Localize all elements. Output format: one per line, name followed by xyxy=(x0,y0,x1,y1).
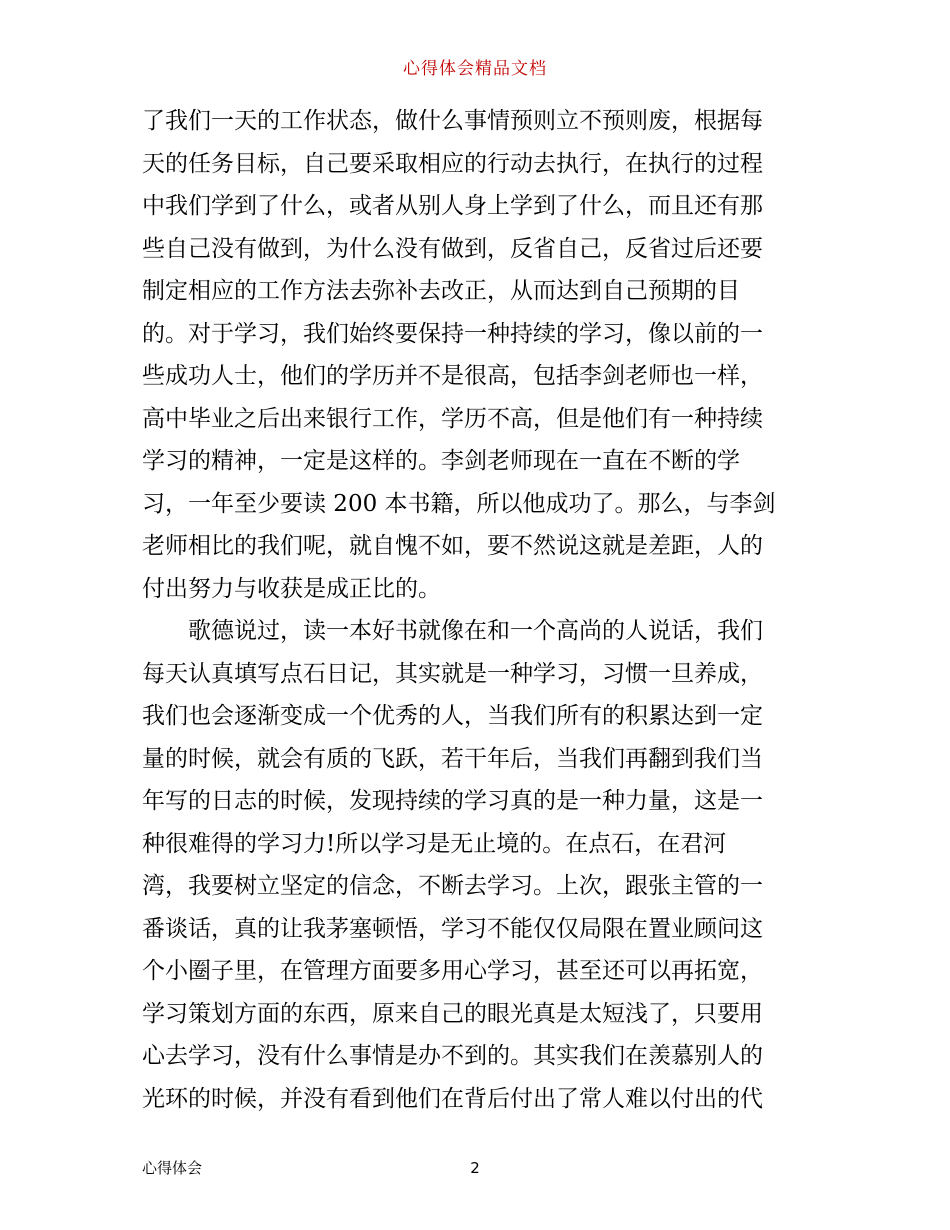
text-line: 湾，我要树立坚定的信念，不断去学习。上次，跟张主管的一 xyxy=(142,873,763,899)
text-line: 些自己没有做到，为什么没有做到，反省自己，反省过后还要 xyxy=(142,235,763,262)
text-line: 的。对于学习，我们始终要保持一种持续的学习，像以前的一 xyxy=(142,320,763,347)
text-line: 老师相比的我们呢，就自愧不如，要不然说这就是差距，人的 xyxy=(142,533,763,559)
text-line: 每天认真填写点石日记，其实就是一种学习，习惯一旦养成， xyxy=(142,660,763,687)
text-line: 付出努力与收获是成正比的。 xyxy=(142,575,441,602)
text-line: 了我们一天的工作状态，做什么事情预则立不预则废，根据每 xyxy=(142,108,763,134)
text-line: 光环的时候，并没有看到他们在背后付出了常人难以付出的代 xyxy=(142,1085,763,1112)
text-line: 番谈话，真的让我茅塞顿悟，学习不能仅仅局限在置业顾问这 xyxy=(142,915,763,942)
text-line: 天的任务目标，自己要采取相应的行动去执行，在执行的过程 xyxy=(142,150,763,177)
text-line: 歌德说过，读一本好书就像在和一个高尚的人说话，我们 xyxy=(142,618,763,644)
text-line: 量的时候，就会有质的飞跃，若干年后，当我们再翻到我们当 xyxy=(142,745,763,772)
text-line: 我们也会逐渐变成一个优秀的人，当我们所有的积累达到一定 xyxy=(142,703,763,729)
text-line: 高中毕业之后出来银行工作，学历不高，但是他们有一种持续 xyxy=(142,405,763,432)
text-line: 制定相应的工作方法去弥补去改正，从而达到自己预期的目 xyxy=(142,278,740,304)
text-line: 学习的精神，一定是这样的。李剑老师现在一直在不断的学 xyxy=(142,448,740,474)
page-number: 2 xyxy=(470,1159,480,1177)
text-line: 个小圈子里，在管理方面要多用心学习，甚至还可以再拓宽， xyxy=(142,958,763,984)
text-line: 学习策划方面的东西，原来自己的眼光真是太短浅了，只要用 xyxy=(142,1000,763,1027)
text-line: 习，一年至少要读 200 本书籍，所以他成功了。那么，与李剑 xyxy=(142,490,776,517)
text-line: 心去学习，没有什么事情是办不到的。其实我们在羡慕别人的 xyxy=(142,1043,763,1069)
text-line: 种很难得的学习力!所以学习是无止境的。在点石，在君河 xyxy=(142,830,727,857)
footer-label: 心得体会 xyxy=(142,1159,203,1177)
text-line: 些成功人士，他们的学历并不是很高，包括李剑老师也一样， xyxy=(142,363,763,389)
text-line: 中我们学到了什么，或者从别人身上学到了什么，而且还有那 xyxy=(142,193,763,219)
body-text xyxy=(142,100,822,1120)
text-line: 年写的日志的时候，发现持续的学习真的是一种力量，这是一 xyxy=(142,788,763,814)
page-header-title: 心得体会精品文档 xyxy=(403,59,547,79)
